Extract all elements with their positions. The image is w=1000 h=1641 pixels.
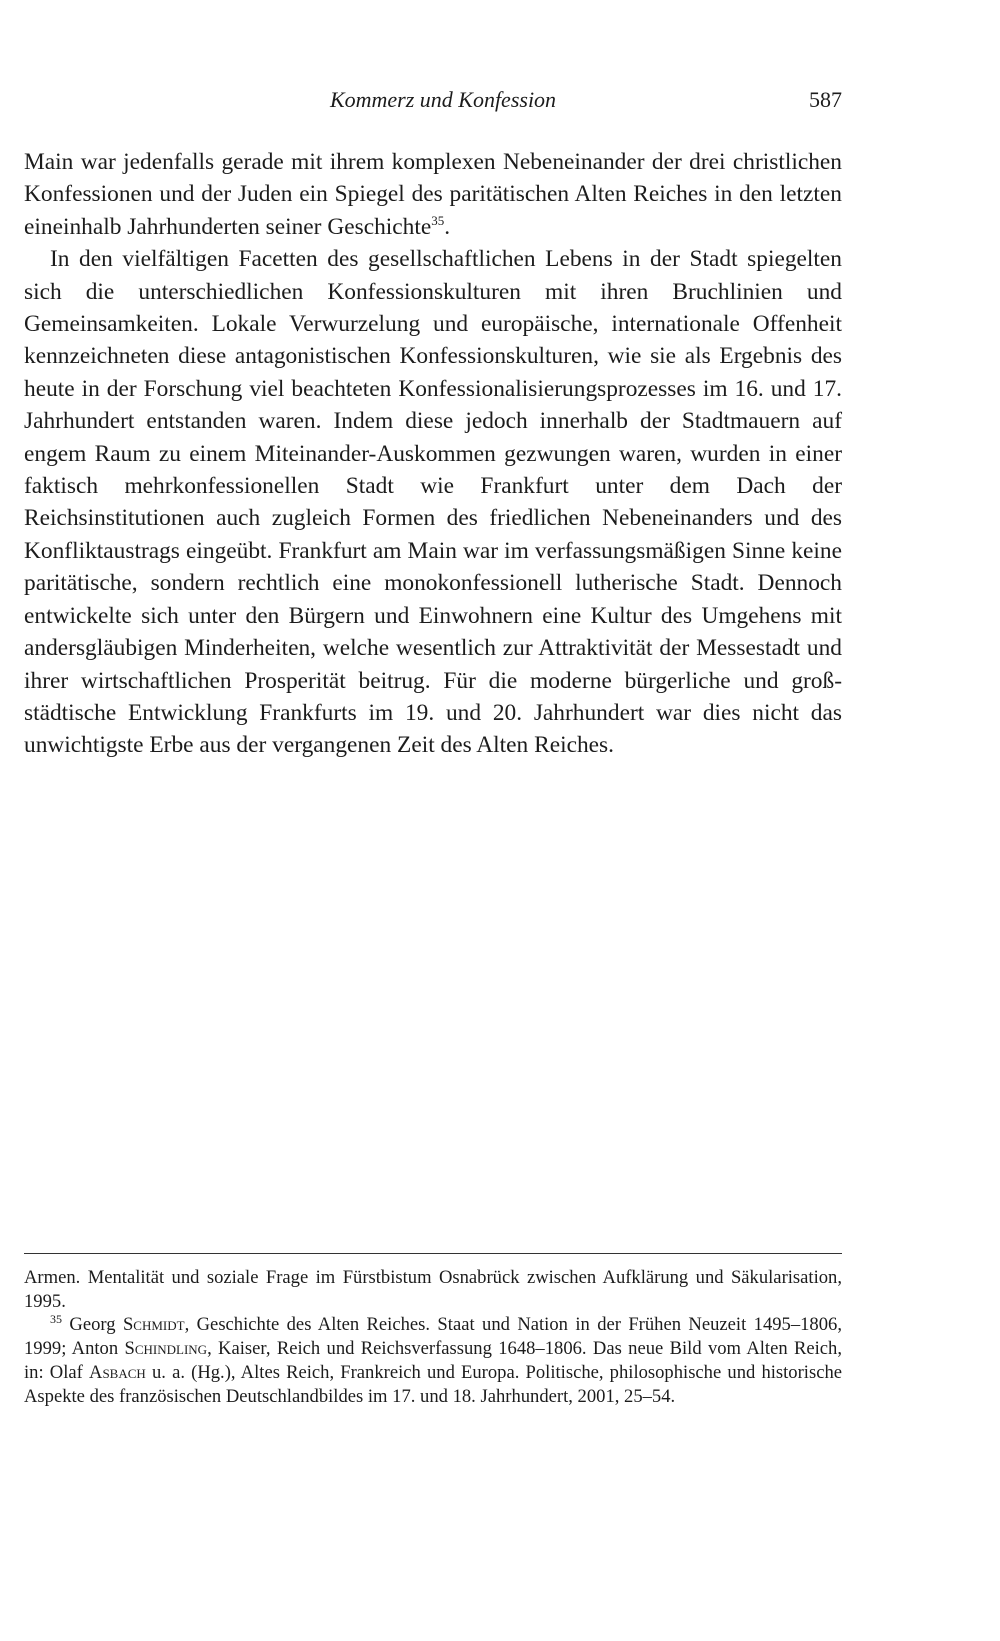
- footnote-author-2: Schindling: [124, 1338, 208, 1360]
- footnote-number: 35: [50, 1312, 62, 1327]
- footnote-text-1: Georg: [69, 1314, 116, 1336]
- footnote-continued: Armen. Mentalität und soziale Frage im Fürstbistum Osnabrück zwischen Aufklärung und Säkularisation, 1995.: [24, 1267, 842, 1312]
- running-head: [24, 84, 842, 116]
- footnote-text-2: , Geschichte des Alten Reiches. Staat und Nation in der Frühen Neuzeit 1495–1806, 1999; Anton: [24, 1314, 842, 1360]
- footnote-author-3: Asbach: [89, 1361, 146, 1383]
- paragraph-continued-text: Main war jedenfalls gerade mit ihrem komplexen Nebeneinander der drei christlichen Konfessionen und der Juden ein Spiegel des paritätischen Alten Reiches in den letzten eineinhalb Jahrhunderten seiner Geschichte: [24, 149, 842, 240]
- page-number: 587: [809, 87, 842, 112]
- footnotes: [24, 1266, 842, 1408]
- footnote-text-3: , Kaiser, Reich und Reichsverfassung 1648–1806. Das neue Bild vom Alten Reich, in: Olaf: [24, 1338, 842, 1383]
- paragraph-main: In den vielfältigen Facetten des gesellschaftlichen Lebens in der Stadt spiegelten sich die unterschiedlichen Konfessionskulturen mit ihren Bruchlinien und Gemeinsamkeiten. Lokale Verwurzelung und europäische, internationale Offenheit kennzeichneten diese antagonistischen Konfessionskulturen, wie sie als Ergebnis des heute in der Forschung viel beachteten Konfessionalisierungsprozesses im 16. und 17. Jahrhundert entstanden waren. Indem diese jedoch innerhalb der Stadtmauern auf engem Raum zu einem Miteinander-Auskommen gezwungen waren, wurden in einer faktisch mehrkonfessionellen Stadt wie Frankfurt unter dem Dach der Reichsinstitutionen auch zugleich Formen des friedlichen Nebeneinanders und des Konfliktaustrags eingeübt. Frankfurt am Main war im verfassungsmäßigen Sinne keine paritätische, sondern rechtlich eine monokonfessionell lutherische Stadt. Dennoch entwickelte sich unter den Bürgern und Einwohnern eine Kultur des Umgehens mit andersgläubigen Minderheiten, welche wesentlich zur Attraktivität der Messestadt und ihrer wirtschaftlichen Prosperität beitrug. Für die moderne bürgerliche und großstädtische Entwicklung Frankfurts im 19. und 20. Jahrhundert war dies nicht das unwichtigste Erbe aus der vergangenen Zeit des Alten Reiches.: [24, 246, 842, 759]
- body-text: [24, 146, 842, 762]
- footnote-35: [24, 1313, 842, 1408]
- footnote-ref-35[interactable]: 35: [431, 213, 445, 229]
- footnote-text-4: u. a. (Hg.), Altes Reich, Frankreich und Europa. Politische, philosophische und historische Aspekte des französischen Deutschlandbildes im 17. und 18. Jahrhundert, 2001, 25–54.: [24, 1361, 843, 1407]
- paragraph-continued-end: .: [444, 213, 451, 240]
- footnote-divider: [24, 1253, 842, 1254]
- running-title: Kommerz und Konfession: [329, 87, 557, 112]
- footnote-author-1: Schmidt: [122, 1314, 185, 1336]
- paragraph-continued: [24, 146, 842, 243]
